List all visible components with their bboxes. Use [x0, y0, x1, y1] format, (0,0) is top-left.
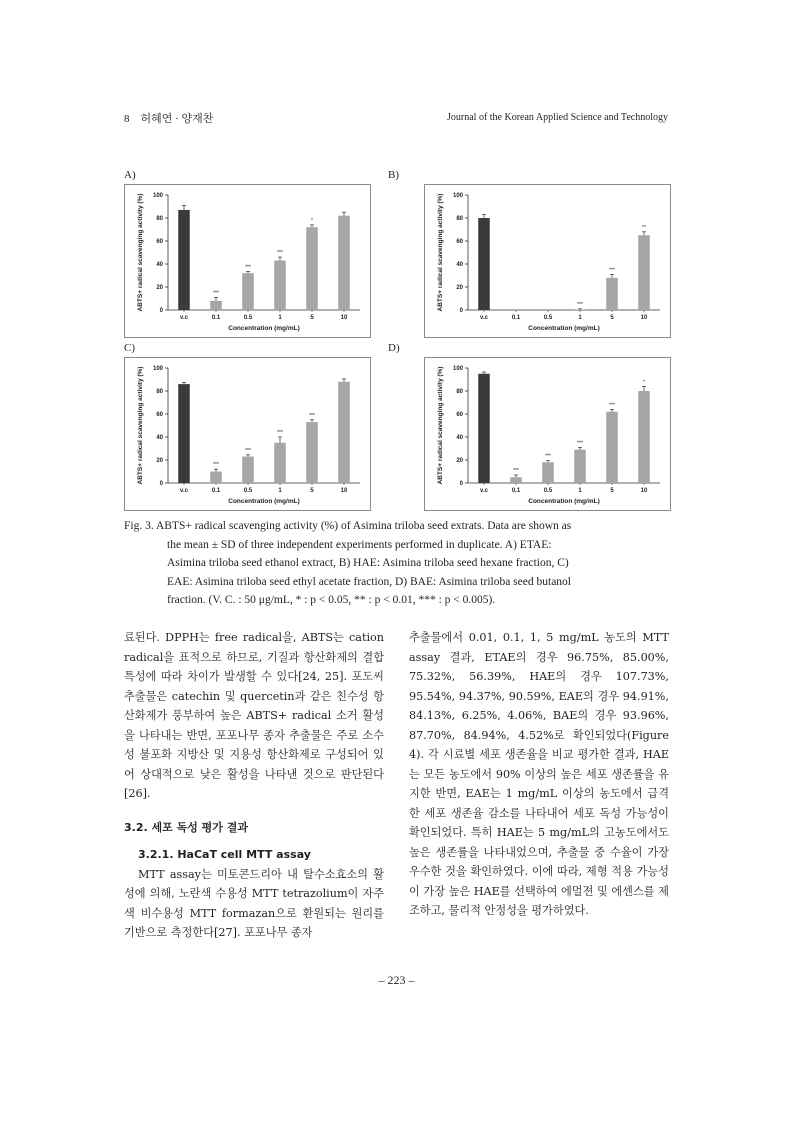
- y-axis-label: ABTS+ radical scavenging activity (%): [137, 193, 144, 312]
- bar: [606, 278, 618, 310]
- x-tick-label: 0.5: [543, 488, 553, 494]
- bar: [638, 235, 650, 310]
- x-tick-label: 0.5: [543, 315, 553, 321]
- subsection-heading: 3.2.1. HaCaT cell MTT assay: [138, 848, 311, 861]
- bar: [210, 472, 222, 484]
- x-tick-label: 0.1: [211, 488, 221, 494]
- y-tick-label: 80: [456, 216, 463, 222]
- significance-label: **: [642, 224, 646, 231]
- x-tick-label: v.c: [180, 315, 188, 321]
- bar: [542, 462, 554, 483]
- x-tick-label: 5: [310, 488, 314, 494]
- x-tick-label: 1: [578, 315, 582, 321]
- y-tick-label: 0: [459, 308, 463, 314]
- y-tick-label: 80: [456, 389, 463, 395]
- section-heading: 3.2. 세포 독성 평가 결과: [124, 820, 248, 834]
- left-paragraph-1: 료된다. DPPH는 free radical을, ABTS는 cation radical을 표적으로 하므로, 기질과 항산화제의 결합 특성에 따라 차이가 발생할 수 있다[24, 25]. 포도씨 추출물은 catechin 및 quercetin과 같은 친수성 항산화제가 풍부하여 높은 ABTS+ radical 소거 활성을 나타내는 반면, 포포나무 종자 추출물은 주로 소수성 불포화 지방산 및 지용성 항산화제로 구성되어 있어 상대적으로 낮은 활성을 나타낸 것으로 판단된다[26].: [124, 631, 384, 800]
- x-tick-label: v.c: [480, 315, 488, 321]
- bar: [178, 384, 190, 483]
- x-tick-label: 10: [340, 315, 348, 321]
- x-tick-label: 1: [278, 315, 282, 321]
- bar: [606, 412, 618, 483]
- y-axis-label: ABTS+ radical scavenging activity (%): [137, 366, 144, 485]
- panel-label-d: D): [388, 342, 400, 354]
- bar: [574, 309, 586, 310]
- y-tick-label: 20: [156, 285, 163, 291]
- bar: [306, 227, 318, 310]
- chart-a: [124, 184, 371, 338]
- x-axis-label: Concentration (mg/mL): [528, 325, 600, 332]
- header-authors: 허혜연 · 양재찬: [140, 113, 214, 125]
- bar: [338, 216, 350, 310]
- y-tick-label: 100: [152, 193, 163, 199]
- x-tick-label: 0.1: [511, 315, 521, 321]
- x-tick-label: 0.1: [511, 488, 521, 494]
- y-tick-label: 0: [159, 308, 163, 314]
- bar: [242, 273, 254, 310]
- chart-b: [424, 184, 671, 338]
- bar: [274, 261, 286, 310]
- caption-line-3: Asimina triloba seed ethanol extract, B) HAE: Asimina triloba seed hexane fraction, C): [167, 557, 569, 570]
- caption-line-5: fraction. (V. C. : 50 μg/mL, * : p < 0.05, ** : p < 0.01, *** : p < 0.005).: [167, 594, 496, 607]
- significance-label: ***: [577, 440, 583, 447]
- y-tick-label: 20: [156, 458, 163, 464]
- bar: [478, 218, 490, 310]
- x-tick-label: 10: [640, 315, 648, 321]
- x-axis-label: Concentration (mg/mL): [528, 498, 600, 505]
- x-tick-label: v.c: [180, 488, 188, 494]
- y-tick-label: 40: [156, 262, 163, 268]
- figure-caption: [124, 517, 669, 610]
- bar: [178, 210, 190, 310]
- chart-d: [424, 357, 671, 511]
- x-tick-label: 1: [578, 488, 582, 494]
- page-number-header: 8: [124, 113, 130, 125]
- y-tick-label: 60: [456, 412, 463, 418]
- bar: [574, 450, 586, 483]
- x-axis-label: Concentration (mg/mL): [228, 325, 300, 332]
- significance-label: ***: [213, 290, 219, 297]
- y-tick-label: 40: [456, 435, 463, 441]
- bar: [210, 301, 222, 310]
- significance-label: ***: [245, 447, 251, 454]
- page-number-footer: – 223 –: [378, 973, 415, 987]
- x-tick-label: 0.5: [243, 315, 253, 321]
- significance-label: ***: [213, 462, 219, 469]
- x-axis-label: Concentration (mg/mL): [228, 498, 300, 505]
- y-tick-label: 20: [456, 458, 463, 464]
- y-tick-label: 0: [159, 481, 163, 487]
- panel-label-a: A): [124, 169, 136, 181]
- significance-label: ***: [545, 453, 551, 460]
- significance-label: ***: [577, 301, 583, 308]
- x-tick-label: 0.1: [211, 315, 221, 321]
- significance-label: *: [311, 217, 313, 224]
- header-journal: Journal of the Korean Applied Science and Technology: [447, 112, 668, 123]
- significance-label: ***: [609, 267, 615, 274]
- y-tick-label: 40: [156, 435, 163, 441]
- caption-line-2: the mean ± SD of three independent experiments performed in duplicate. A) ETAE:: [167, 538, 552, 551]
- caption-line-4: EAE: Asimina triloba seed ethyl acetate fraction, D) BAE: Asimina triloba seed butanol: [167, 575, 571, 588]
- panel-label-b: B): [388, 169, 399, 181]
- x-tick-label: 5: [310, 315, 314, 321]
- bar: [306, 422, 318, 483]
- y-tick-label: 20: [456, 285, 463, 291]
- y-tick-label: 60: [456, 239, 463, 245]
- y-tick-label: 100: [452, 366, 463, 372]
- y-tick-label: 40: [456, 262, 463, 268]
- chart-c: [124, 357, 371, 511]
- significance-label: ***: [609, 402, 615, 409]
- right-column: [409, 628, 669, 921]
- x-tick-label: 10: [640, 488, 648, 494]
- left-paragraph-2: MTT assay는 미토콘드리아 내 탈수소효소의 활성에 의해, 노란색 수용성 MTT tetrazolium이 자주색 비수용성 MTT formazan으로 환원되는 원리를 기반으로 측정한다[27]. 포포나무 종자: [124, 867, 384, 939]
- significance-label: ***: [277, 250, 283, 257]
- bar: [274, 443, 286, 483]
- bar: [478, 374, 490, 483]
- bar: [242, 457, 254, 483]
- x-tick-label: 0.5: [243, 488, 253, 494]
- y-tick-label: 80: [156, 389, 163, 395]
- y-tick-label: 60: [156, 412, 163, 418]
- bar: [338, 382, 350, 483]
- y-tick-label: 100: [152, 366, 163, 372]
- panel-label-c: C): [124, 342, 135, 354]
- significance-label: *: [643, 379, 645, 386]
- significance-label: ***: [277, 430, 283, 436]
- bar: [510, 477, 522, 483]
- x-tick-label: 10: [340, 488, 348, 494]
- x-tick-label: v.c: [480, 488, 488, 494]
- y-tick-label: 100: [452, 193, 463, 199]
- x-tick-label: 5: [610, 488, 614, 494]
- x-tick-label: 1: [278, 488, 282, 494]
- y-axis-label: ABTS+ radical scavenging activity (%): [437, 366, 444, 485]
- significance-label: ***: [309, 412, 315, 419]
- y-tick-label: 80: [156, 216, 163, 222]
- left-column: [124, 628, 384, 943]
- right-paragraph: 추출물에서 0.01, 0.1, 1, 5 mg/mL 농도의 MTT assay 결과, ETAE의 경우 96.75%, 85.00%, 75.32%, 56.39%, HAE의 경우 107.73%, 95.54%, 94.37%, 90.59%, EAE의 경우 94.91%, 84.13%, 6.25%, 4.06%, BAE의 경우 93.96%, 87.70%, 84.94%, 4.52%로 확인되었다(Figure 4). 각 시료별 세포 생존율을 비교 평가한 결과, HAE는 모든 농도에서 90% 이상의 높은 세포 생존률을 유지한 반면, EAE는 1 mg/mL 이상의 농도에서 급격한 세포 생존율 감소를 나타내어 세포 독성 가능성이 확인되었다. 특히 HAE는 5 mg/mL의 고농도에서도 높은 생존률을 나타내었으며, 추출물 중 수율이 가장 우수한 것을 확인하였다. 이에 따라, 제형 적용 가능성이 가장 높은 HAE를 선택하여 에멀젼 및 에센스를 제조하고, 물리적 안정성을 평가하였다.: [409, 631, 669, 917]
- significance-label: ***: [245, 264, 251, 271]
- x-tick-label: 5: [610, 315, 614, 321]
- significance-label: ***: [513, 467, 519, 474]
- bar: [638, 391, 650, 483]
- y-axis-label: ABTS+ radical scavenging activity (%): [437, 193, 444, 312]
- caption-line-1: Fig. 3. ABTS+ radical scavenging activity (%) of Asimina triloba seed extrats. Data are shown as: [124, 520, 572, 532]
- running-header-left: [124, 110, 213, 126]
- y-tick-label: 0: [459, 481, 463, 487]
- y-tick-label: 60: [156, 239, 163, 245]
